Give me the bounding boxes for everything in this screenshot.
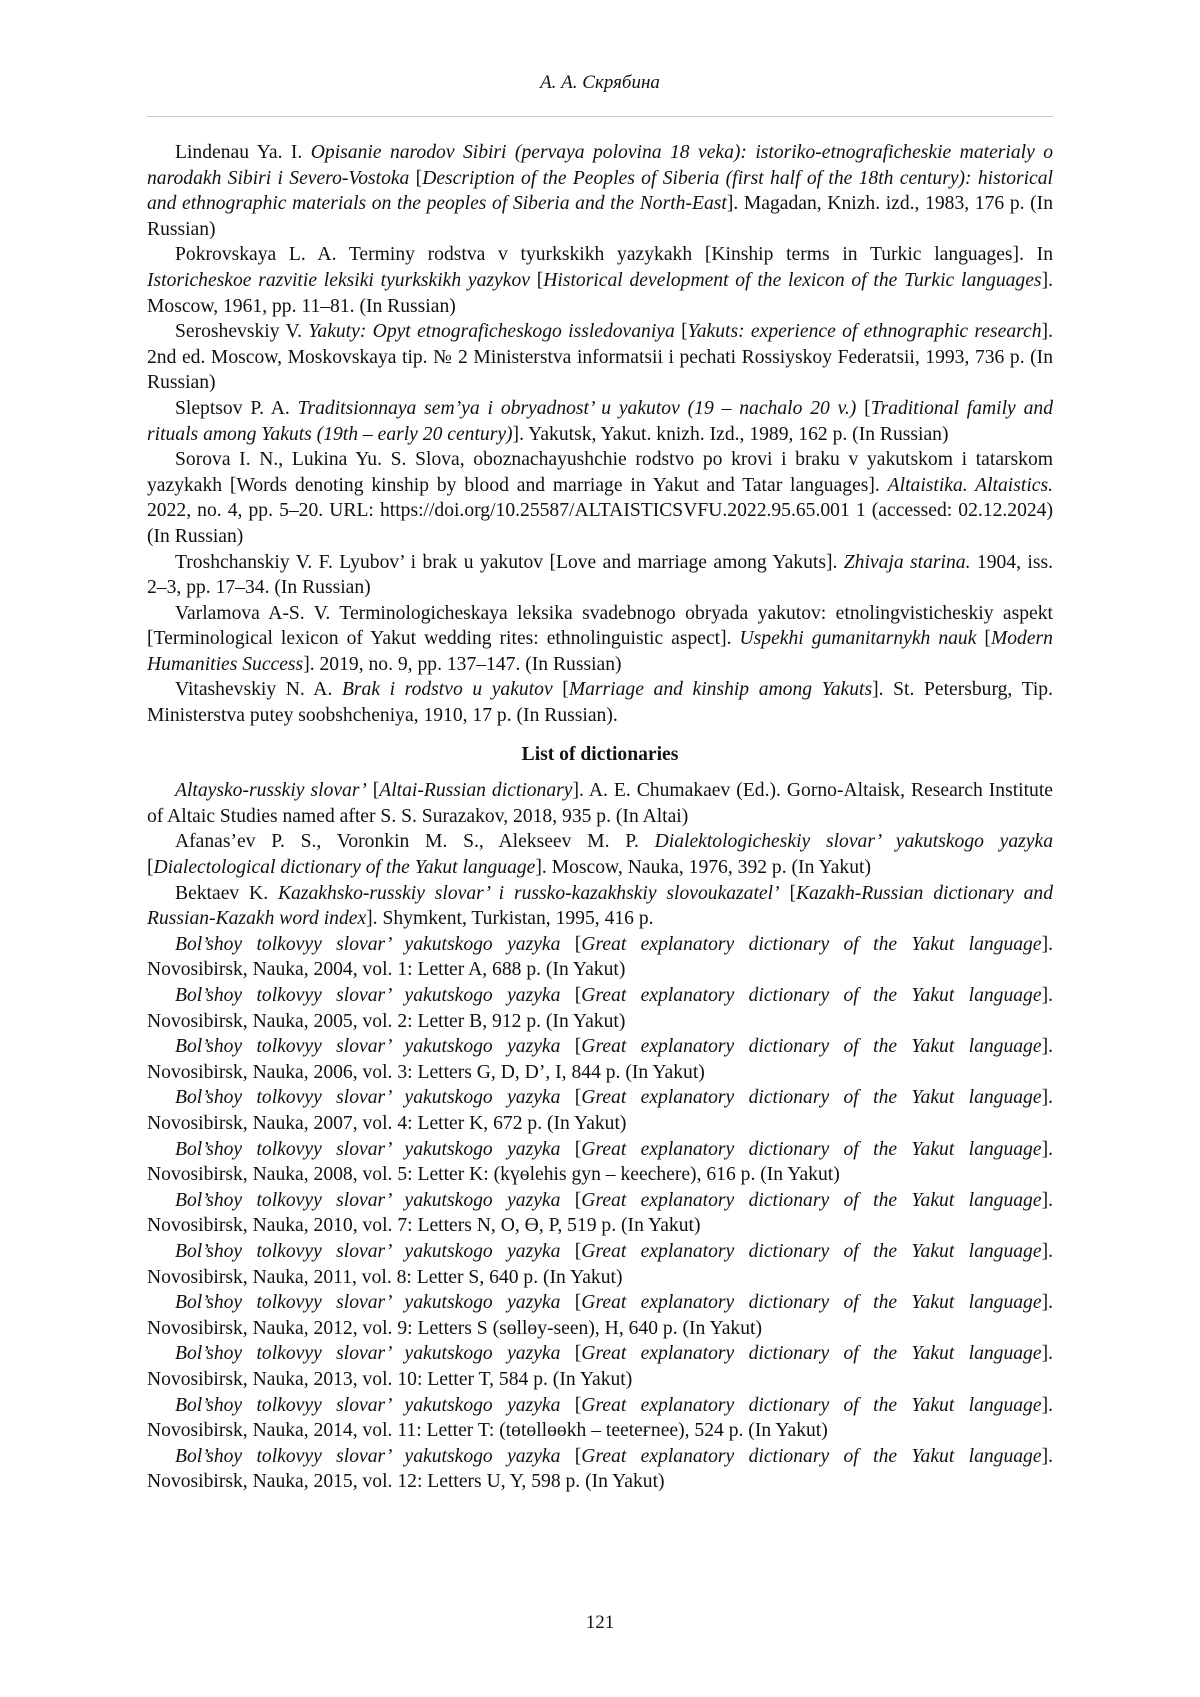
dictionary-entry <box>147 1341 1053 1392</box>
citation-text: 2022, no. 4, pp. 5–20. URL: https://doi.org/10.25587/ALTAISTICSVFU.2022.95.65.001 1 (accessed: 02.12.2024) (In Russian) <box>147 500 1053 547</box>
italic-title: Bol’shoy tolkovyy slovar’ yakutskogo yazyka <box>175 1394 561 1416</box>
italic-title: Great explanatory dictionary of the Yakut language <box>581 1394 1042 1416</box>
dictionary-list <box>147 778 1053 1495</box>
citation-text: ]. Novosibirsk, Nauka, 2005, vol. 2: Letter B, 912 p. (In Yakut) <box>147 985 1053 1032</box>
reference-entry <box>147 601 1053 678</box>
italic-title: Bol’shoy tolkovyy slovar’ yakutskogo yazyka <box>175 1343 561 1365</box>
italic-title: Kazakhsko-russkiy slovar’ i russko-kazakhskiy slovoukazatel’ <box>277 882 780 904</box>
citation-text: ]. Novosibirsk, Nauka, 2011, vol. 8: Letter S, 640 p. (In Yakut) <box>147 1240 1053 1288</box>
header-divider <box>147 116 1053 117</box>
italic-title: Bol’shoy tolkovyy slovar’ yakutskogo yazyka <box>175 1189 561 1211</box>
citation-text: Vitashevskiy N. A. <box>175 679 342 701</box>
citation-text: [ <box>976 628 991 650</box>
citation-text: ]. Novosibirsk, Nauka, 2013, vol. 10: Letter T, 584 p. (In Yakut) <box>147 1343 1053 1390</box>
italic-title: Bol’shoy tolkovyy slovar’ yakutskogo yazyka <box>175 1036 561 1058</box>
page-number: 121 <box>585 1612 615 1633</box>
italic-title: Marriage and kinship among Yakuts <box>568 679 873 701</box>
citation-text: ]. A. E. Chumakaev (Ed.). Gorno-Altaisk, Research Institute of Altaic Studies named after S. S. Surazakov, 2018, 935 p. (In Altai) <box>147 780 1053 827</box>
italic-title: Dialectological dictionary of the Yakut language <box>153 857 536 879</box>
dictionary-entry <box>147 881 1053 932</box>
reference-entry <box>147 550 1053 601</box>
citation-text: ]. Novosibirsk, Nauka, 2014, vol. 11: Letter T: (tөtөllөөkh – teeteғnee), 524 p. (In Yakut) <box>147 1394 1053 1442</box>
reference-entry <box>147 677 1053 728</box>
italic-title: Traditsionnaya sem’ya i obryadnost’ u yakutov (19 – nachalo 20 v.) <box>297 397 857 419</box>
italic-title: Altaistika. Altaistics. <box>887 474 1053 496</box>
citation-text: Troshchanskiy V. F. Lyubov’ i brak u yakutov [Love and marriage among Yakuts]. <box>175 551 844 573</box>
italic-title: Great explanatory dictionary of the Yakut language <box>581 933 1042 955</box>
citation-text: [ <box>856 397 871 419</box>
italic-title: Historical development of the lexicon of the Turkic languages <box>543 269 1042 291</box>
citation-text: ]. Moscow, Nauka, 1976, 392 p. (In Yakut) <box>535 857 871 879</box>
dictionary-entry <box>147 778 1053 829</box>
italic-title: Bol’shoy tolkovyy slovar’ yakutskogo yazyka <box>175 1138 561 1160</box>
italic-title: Opisanie narodov Sibiri (pervaya polovina 18 veka): istoriko-etnograficheskie materialy o narodakh Sibiri i Severo-Vostoka <box>147 142 1053 189</box>
dictionary-entry <box>147 983 1053 1034</box>
citation-text: [ <box>560 1343 582 1365</box>
italic-title: Altaysko-russkiy slovar’ <box>175 780 367 802</box>
citation-text: ]. 2019, no. 9, pp. 137–147. (In Russian) <box>303 653 622 675</box>
citation-text: [ <box>560 1189 582 1211</box>
citation-text: [ <box>560 1240 582 1262</box>
italic-title: Bol’shoy tolkovyy slovar’ yakutskogo yazyka <box>175 1087 561 1109</box>
citation-text: Afanas’ev P. S., Voronkin M. S., Alekseev M. P. <box>175 831 655 853</box>
reference-entry <box>147 447 1053 549</box>
citation-text: ]. Moscow, 1961, pp. 11–81. (In Russian) <box>147 269 1053 317</box>
reference-entry <box>147 242 1053 319</box>
citation-text: [ <box>560 1292 582 1314</box>
citation-text: ]. Yakutsk, Yakut. knizh. Izd., 1989, 162 p. (In Russian) <box>512 423 949 445</box>
citation-text: 1904, iss. 2–3, pp. 17–34. (In Russian) <box>147 551 1053 599</box>
italic-title: Great explanatory dictionary of the Yakut language <box>581 1240 1042 1262</box>
dictionary-entry <box>147 829 1053 880</box>
italic-title: Great explanatory dictionary of the Yakut language <box>581 1189 1042 1211</box>
citation-text: Varlamova A-S. V. Terminologicheskaya leksika svadebnogo obryada yakutov: etnolingvisticheskiy aspekt [Terminological lexicon of Yakut wedding rites: ethnolinguistic aspect]. <box>147 602 1053 650</box>
italic-title: Yakuty: Opyt etnograficheskogo issledovaniya <box>308 321 675 343</box>
citation-text: ]. St. Petersburg, Tip. Ministerstva putey soobshcheniya, 1910, 17 p. (In Russian). <box>147 679 1053 727</box>
citation-text: Lindenau Ya. I. <box>175 142 311 163</box>
citation-text: [ <box>147 857 154 879</box>
citation-text: ]. Shymkent, Turkistan, 1995, 416 p. <box>366 908 654 930</box>
italic-title: Great explanatory dictionary of the Yakut language <box>581 1036 1042 1058</box>
page-body <box>147 140 1053 1495</box>
citation-text: ]. Novosibirsk, Nauka, 2008, vol. 5: Letter K: (kүөlehis gyn – keechere), 616 p. (In Yakut) <box>147 1138 1053 1186</box>
citation-text: ]. Magadan, Knizh. izd., 1983, 176 p. (In Russian) <box>147 193 1053 240</box>
reference-entry <box>147 396 1053 447</box>
citation-text: [ <box>560 985 582 1006</box>
italic-title: Bol’shoy tolkovyy slovar’ yakutskogo yazyka <box>175 985 561 1006</box>
section-heading-dictionaries: List of dictionaries <box>521 743 679 765</box>
italic-title: Modern Humanities Success <box>147 628 1053 675</box>
italic-title: Bol’shoy tolkovyy slovar’ yakutskogo yazyka <box>175 933 561 955</box>
italic-title: Kazakh-Russian dictionary and Russian-Kazakh word index <box>147 882 1053 930</box>
italic-title: Bol’shoy tolkovyy slovar’ yakutskogo yazyka <box>175 1292 561 1314</box>
italic-title: Bol’shoy tolkovyy slovar’ yakutskogo yazyka <box>175 1445 561 1467</box>
italic-title: Yakuts: experience of ethnographic research <box>687 321 1042 343</box>
citation-text: [ <box>560 1138 582 1160</box>
citation-text: ]. Novosibirsk, Nauka, 2015, vol. 12: Letters U, Y, 598 p. (In Yakut) <box>147 1445 1053 1493</box>
italic-title: Great explanatory dictionary of the Yakut language <box>581 1292 1042 1314</box>
running-head: А. А. Скрябина <box>540 72 660 93</box>
italic-title: Great explanatory dictionary of the Yakut language <box>581 1087 1042 1109</box>
citation-text: [ <box>560 933 582 955</box>
citation-text: ]. Novosibirsk, Nauka, 2010, vol. 7: Letters N, O, Ө, P, 519 p. (In Yakut) <box>147 1189 1053 1237</box>
citation-text: Bektaev K. <box>175 882 278 904</box>
citation-text: [ <box>409 167 423 189</box>
citation-text: Pokrovskaya L. A. Terminy rodstva v tyurkskikh yazykakh [Kinship terms in Turkic languages]. In <box>175 244 1053 266</box>
italic-title: Great explanatory dictionary of the Yakut language <box>581 1445 1042 1467</box>
citation-text: ]. Novosibirsk, Nauka, 2006, vol. 3: Letters G, D, D’, I, 844 p. (In Yakut) <box>147 1036 1053 1083</box>
citation-text: [ <box>560 1394 582 1416</box>
citation-text: [ <box>779 882 796 904</box>
italic-title: Uspekhi gumanitarnykh nauk <box>739 628 977 650</box>
dictionary-entry <box>147 1393 1053 1444</box>
italic-title: Great explanatory dictionary of the Yakut language <box>581 985 1042 1006</box>
italic-title: Zhivaja starina. <box>843 551 971 573</box>
citation-text: Sorova I. N., Lukina Yu. S. Slova, oboznachayushchie rodstvo po krovi i braku v yakutskom i tatarskom yazykakh [Words denoting kinship by blood and marriage in Yakut and Tatar languages]. <box>147 449 1053 496</box>
italic-title: Brak i rodstvo u yakutov <box>341 679 553 701</box>
citation-text: [ <box>560 1036 582 1058</box>
dictionary-entry <box>147 1444 1053 1495</box>
citation-text: ]. 2nd ed. Moscow, Moskovskaya tip. № 2 Ministerstva informatsii i pechati Rossiyskoy Federatsii, 1993, 736 p. (In Russian) <box>147 321 1053 394</box>
dictionary-entry <box>147 1034 1053 1085</box>
italic-title: Altai-Russian dictionary <box>379 780 573 802</box>
italic-title: Istoricheskoe razvitie leksiki tyurkskikh yazykov <box>147 269 530 291</box>
citation-text: [ <box>560 1445 582 1467</box>
citation-text: [ <box>366 780 380 802</box>
italic-title: Description of the Peoples of Siberia (first half of the 18th century): historical and ethnographic materials on the peoples of Siberia and the North-East <box>147 167 1053 215</box>
italic-title: Dialektologicheskiy slovar’ yakutskogo yazyka <box>654 831 1053 853</box>
italic-title: Bol’shoy tolkovyy slovar’ yakutskogo yazyka <box>175 1240 561 1262</box>
citation-text: [ <box>529 269 544 291</box>
reference-entry <box>147 140 1053 242</box>
dictionary-entry <box>147 1239 1053 1290</box>
dictionary-entry <box>147 1188 1053 1239</box>
dictionary-entry <box>147 1137 1053 1188</box>
reference-list <box>147 140 1053 729</box>
citation-text: ]. Novosibirsk, Nauka, 2012, vol. 9: Letters S (sөllөy-seen), H, 640 p. (In Yakut) <box>147 1292 1053 1339</box>
citation-text: Sleptsov P. A. <box>175 397 298 419</box>
citation-text: [ <box>552 679 569 701</box>
italic-title: Traditional family and rituals among Yakuts (19th – early 20 century) <box>147 397 1053 445</box>
citation-text: [ <box>560 1087 582 1109</box>
italic-title: Great explanatory dictionary of the Yakut language <box>581 1343 1042 1365</box>
citation-text: ]. Novosibirsk, Nauka, 2004, vol. 1: Letter A, 688 p. (In Yakut) <box>147 933 1053 981</box>
dictionary-entry <box>147 1085 1053 1136</box>
italic-title: Great explanatory dictionary of the Yakut language <box>581 1138 1042 1160</box>
citation-text: ]. Novosibirsk, Nauka, 2007, vol. 4: Letter K, 672 p. (In Yakut) <box>147 1087 1053 1134</box>
dictionary-entry <box>147 1290 1053 1341</box>
reference-entry <box>147 319 1053 396</box>
dictionary-entry <box>147 932 1053 983</box>
citation-text: Seroshevskiy V. <box>175 321 309 343</box>
citation-text: [ <box>674 321 688 343</box>
